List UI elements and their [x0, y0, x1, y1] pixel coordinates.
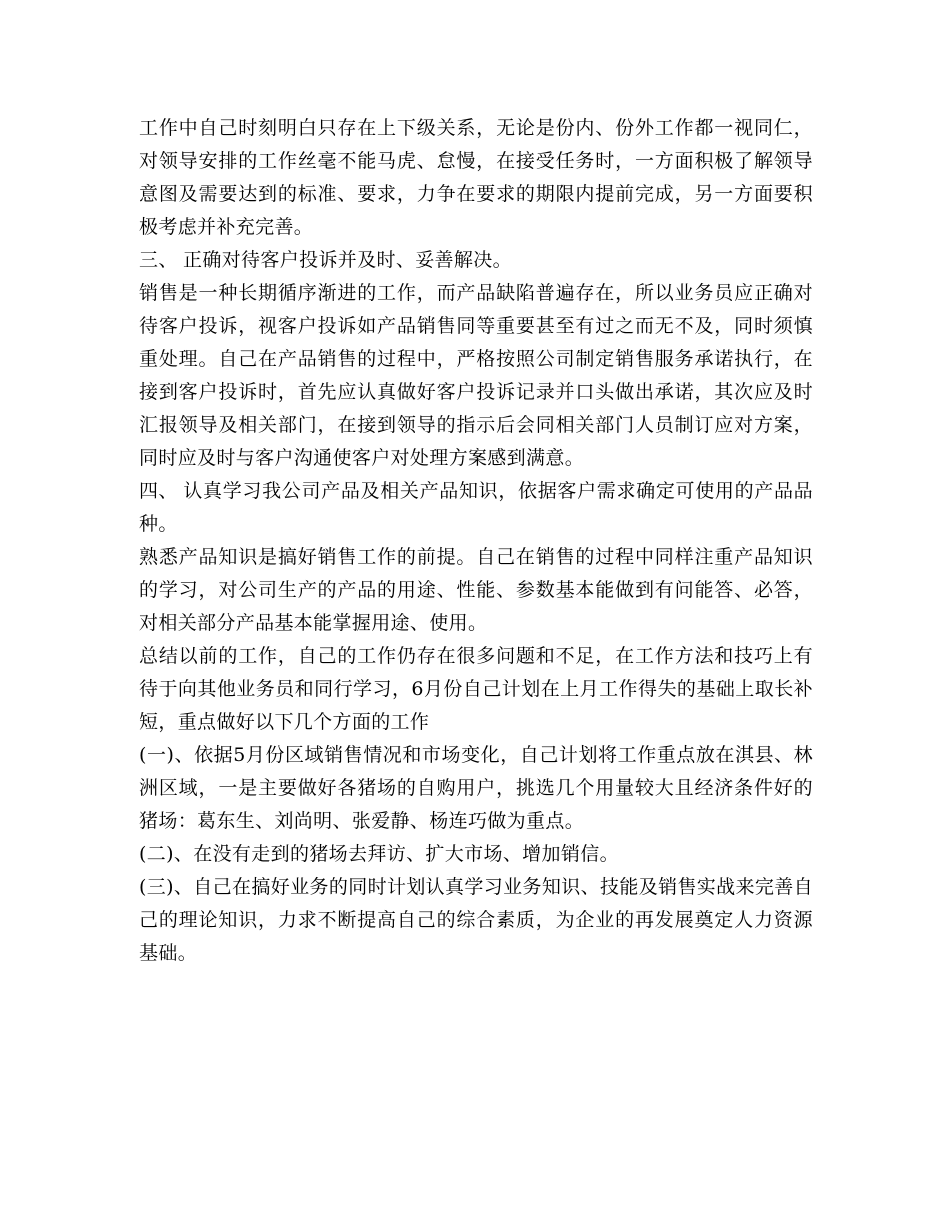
summary-paragraph: 总结以前的工作，自己的工作仍存在很多问题和不足，在工作方法和技巧上有待于向其他业务员和同行学习，6月份自己计划在上月工作得失的基础上取长补短，重点做好以下几个方面的工作	[139, 645, 813, 733]
plan-item-1: (一)、依据5月份区域销售情况和市场变化，自己计划将工作重点放在淇县、林洲区域，一是主要做好各猪场的自购用户，挑选几个用量较大且经济条件好的猪场：葛东生、刘尚明、张爱静、杨连巧做为重点。	[139, 744, 813, 832]
section-3-title: 正确对待客户投诉并及时、妥善解决。	[183, 249, 512, 271]
document-page	[139, 112, 813, 970]
section-3-heading	[139, 244, 813, 277]
paragraph-intro: 工作中自己时刻明白只存在上下级关系，无论是份内、份外工作都一视同仁，对领导安排的工作丝毫不能马虎、怠慢，在接受任务时，一方面积极了解领导意图及需要达到的标准、要求，力争在要求的期限内提前完成，另一方面要积极考虑并补充完善。	[139, 117, 813, 238]
plan-item-2: (二)、在没有走到的猪场去拜访、扩大市场、增加销信。	[139, 843, 619, 865]
section-3-number: 三、	[139, 249, 178, 271]
section-4-body: 熟悉产品知识是搞好销售工作的前提。自己在销售的过程中同样注重产品知识的学习，对公司生产的产品的用途、性能、参数基本能做到有问能答、必答，对相关部分产品基本能掌握用途、使用。	[139, 546, 813, 634]
section-3-body: 销售是一种长期循序渐进的工作，而产品缺陷普遍存在，所以业务员应正确对待客户投诉，视客户投诉如产品销售同等重要甚至有过之而无不及，同时须慎重处理。自己在产品销售的过程中，严格按照公司制定销售服务承诺执行，在接到客户投诉时，首先应认真做好客户投诉记录并口头做出承诺，其次应及时汇报领导及相关部门，在接到领导的指示后会同相关部门人员制订应对方案，同时应及时与客户沟通使客户对处理方案感到满意。	[139, 282, 813, 469]
section-4-title: 认真学习我公司产品及相关产品知识，依据客户需求确定可使用的产品品种。	[139, 480, 813, 535]
plan-item-3: (三)、自己在搞好业务的同时计划认真学习业务知识、技能及销售实战来完善自己的理论知识，力求不断提高自己的综合素质，为企业的再发展奠定人力资源基础。	[139, 876, 813, 964]
section-4-number: 四、	[139, 480, 178, 502]
section-4-heading	[139, 475, 813, 541]
